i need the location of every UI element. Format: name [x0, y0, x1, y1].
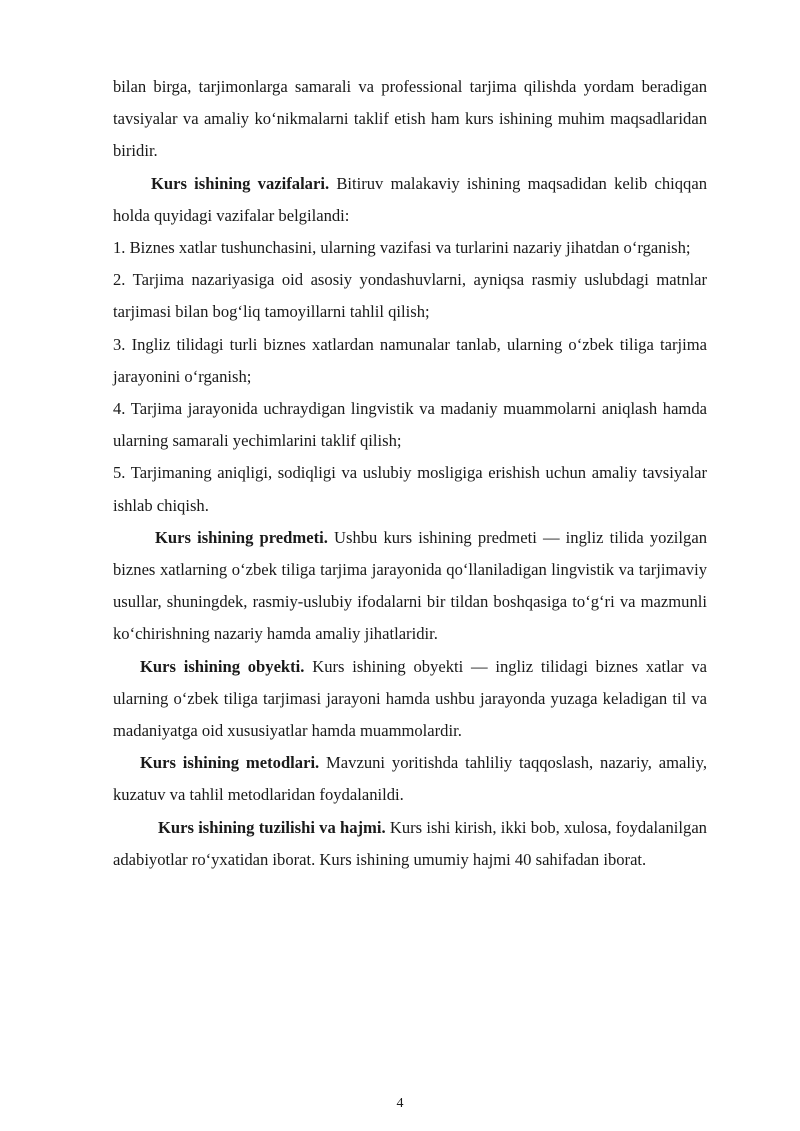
subject-text: Ushbu kurs ishining predmeti — ingliz tilida yozilgan biznes xatlarning o‘zbek tiliga tarjima jarayonida qo‘llaniladigan lingvistik va tarjimaviy usullar, shuningdek, rasmiy-uslubiy ifodalarni bir tildan boshqasiga to‘g‘ri va mazmunli ko‘chirishning nazariy hamda amaliy jihatlaridir.	[113, 527, 707, 644]
page-body	[113, 71, 707, 876]
subject-paragraph	[113, 522, 707, 651]
task-item-1: 1. Biznes xatlar tushunchasini, ularning vazifasi va turlarini nazariy jihatdan o‘rganish;	[113, 238, 691, 258]
tasks-heading: Kurs ishining vazifalari.	[151, 173, 330, 193]
tasks-text: Bitiruv malakaviy ishining maqsadidan kelib chiqqan holda quyidagi vazifalar belgilandi:	[113, 173, 708, 225]
task-item-3: 3. Ingliz tilidagi turli biznes xatlardan namunalar tanlab, ularning o‘zbek tiliga tarjima jarayonini o‘rganish;	[113, 334, 707, 386]
structure-heading: Kurs ishining tuzilishi va hajmi.	[158, 817, 386, 837]
task-item-4: 4. Tarjima jarayonida uchraydigan lingvistik va madaniy muammolarni aniqlash hamda ularning samarali yechimlarini taklif qilish;	[113, 399, 707, 451]
task-item-2: 2. Tarjima nazariyasiga oid asosiy yondashuvlarni, ayniqsa rasmiy uslubdagi matnlar tarjimasi bilan bog‘liq tamoyillarni tahlil qilish;	[113, 270, 707, 322]
object-text: Kurs ishining obyekti — ingliz tilidagi biznes xatlar va ularning o‘zbek tiliga tarjimasi jarayoni hamda ushbu jarayonda yuzaga keladigan til va madaniyatga oid xususiyatlar hamda muammolardir.	[113, 656, 707, 741]
tasks-paragraph	[113, 168, 707, 232]
methods-text: Mavzuni yoritishda tahliliy taqqoslash, nazariy, amaliy, kuzatuv va tahlil metodlaridan foydalanildi.	[113, 753, 707, 805]
object-paragraph	[113, 651, 707, 748]
page-number: 4	[396, 1096, 404, 1111]
methods-paragraph	[113, 747, 707, 811]
object-heading: Kurs ishining obyekti.	[140, 656, 305, 676]
intro-continuation-paragraph: bilan birga, tarjimonlarga samarali va professional tarjima qilishda yordam beradigan tavsiyalar va amaliy ko‘nikmalarni taklif etish ham kurs ishining muhim maqsadlaridan biridir.	[113, 77, 707, 161]
methods-heading: Kurs ishining metodlari.	[140, 753, 320, 773]
structure-paragraph	[113, 812, 707, 876]
subject-heading: Kurs ishining predmeti.	[155, 527, 328, 547]
task-item-5: 5. Tarjimaning aniqligi, sodiqligi va uslubiy mosligiga erishish uchun amaliy tavsiyalar ishlab chiqish.	[113, 463, 707, 515]
structure-text: Kurs ishi kirish, ikki bob, xulosa, foydalanilgan adabiyotlar ro‘yxatidan iborat. Kurs ishining umumiy hajmi 40 sahifadan iborat.	[113, 817, 707, 869]
